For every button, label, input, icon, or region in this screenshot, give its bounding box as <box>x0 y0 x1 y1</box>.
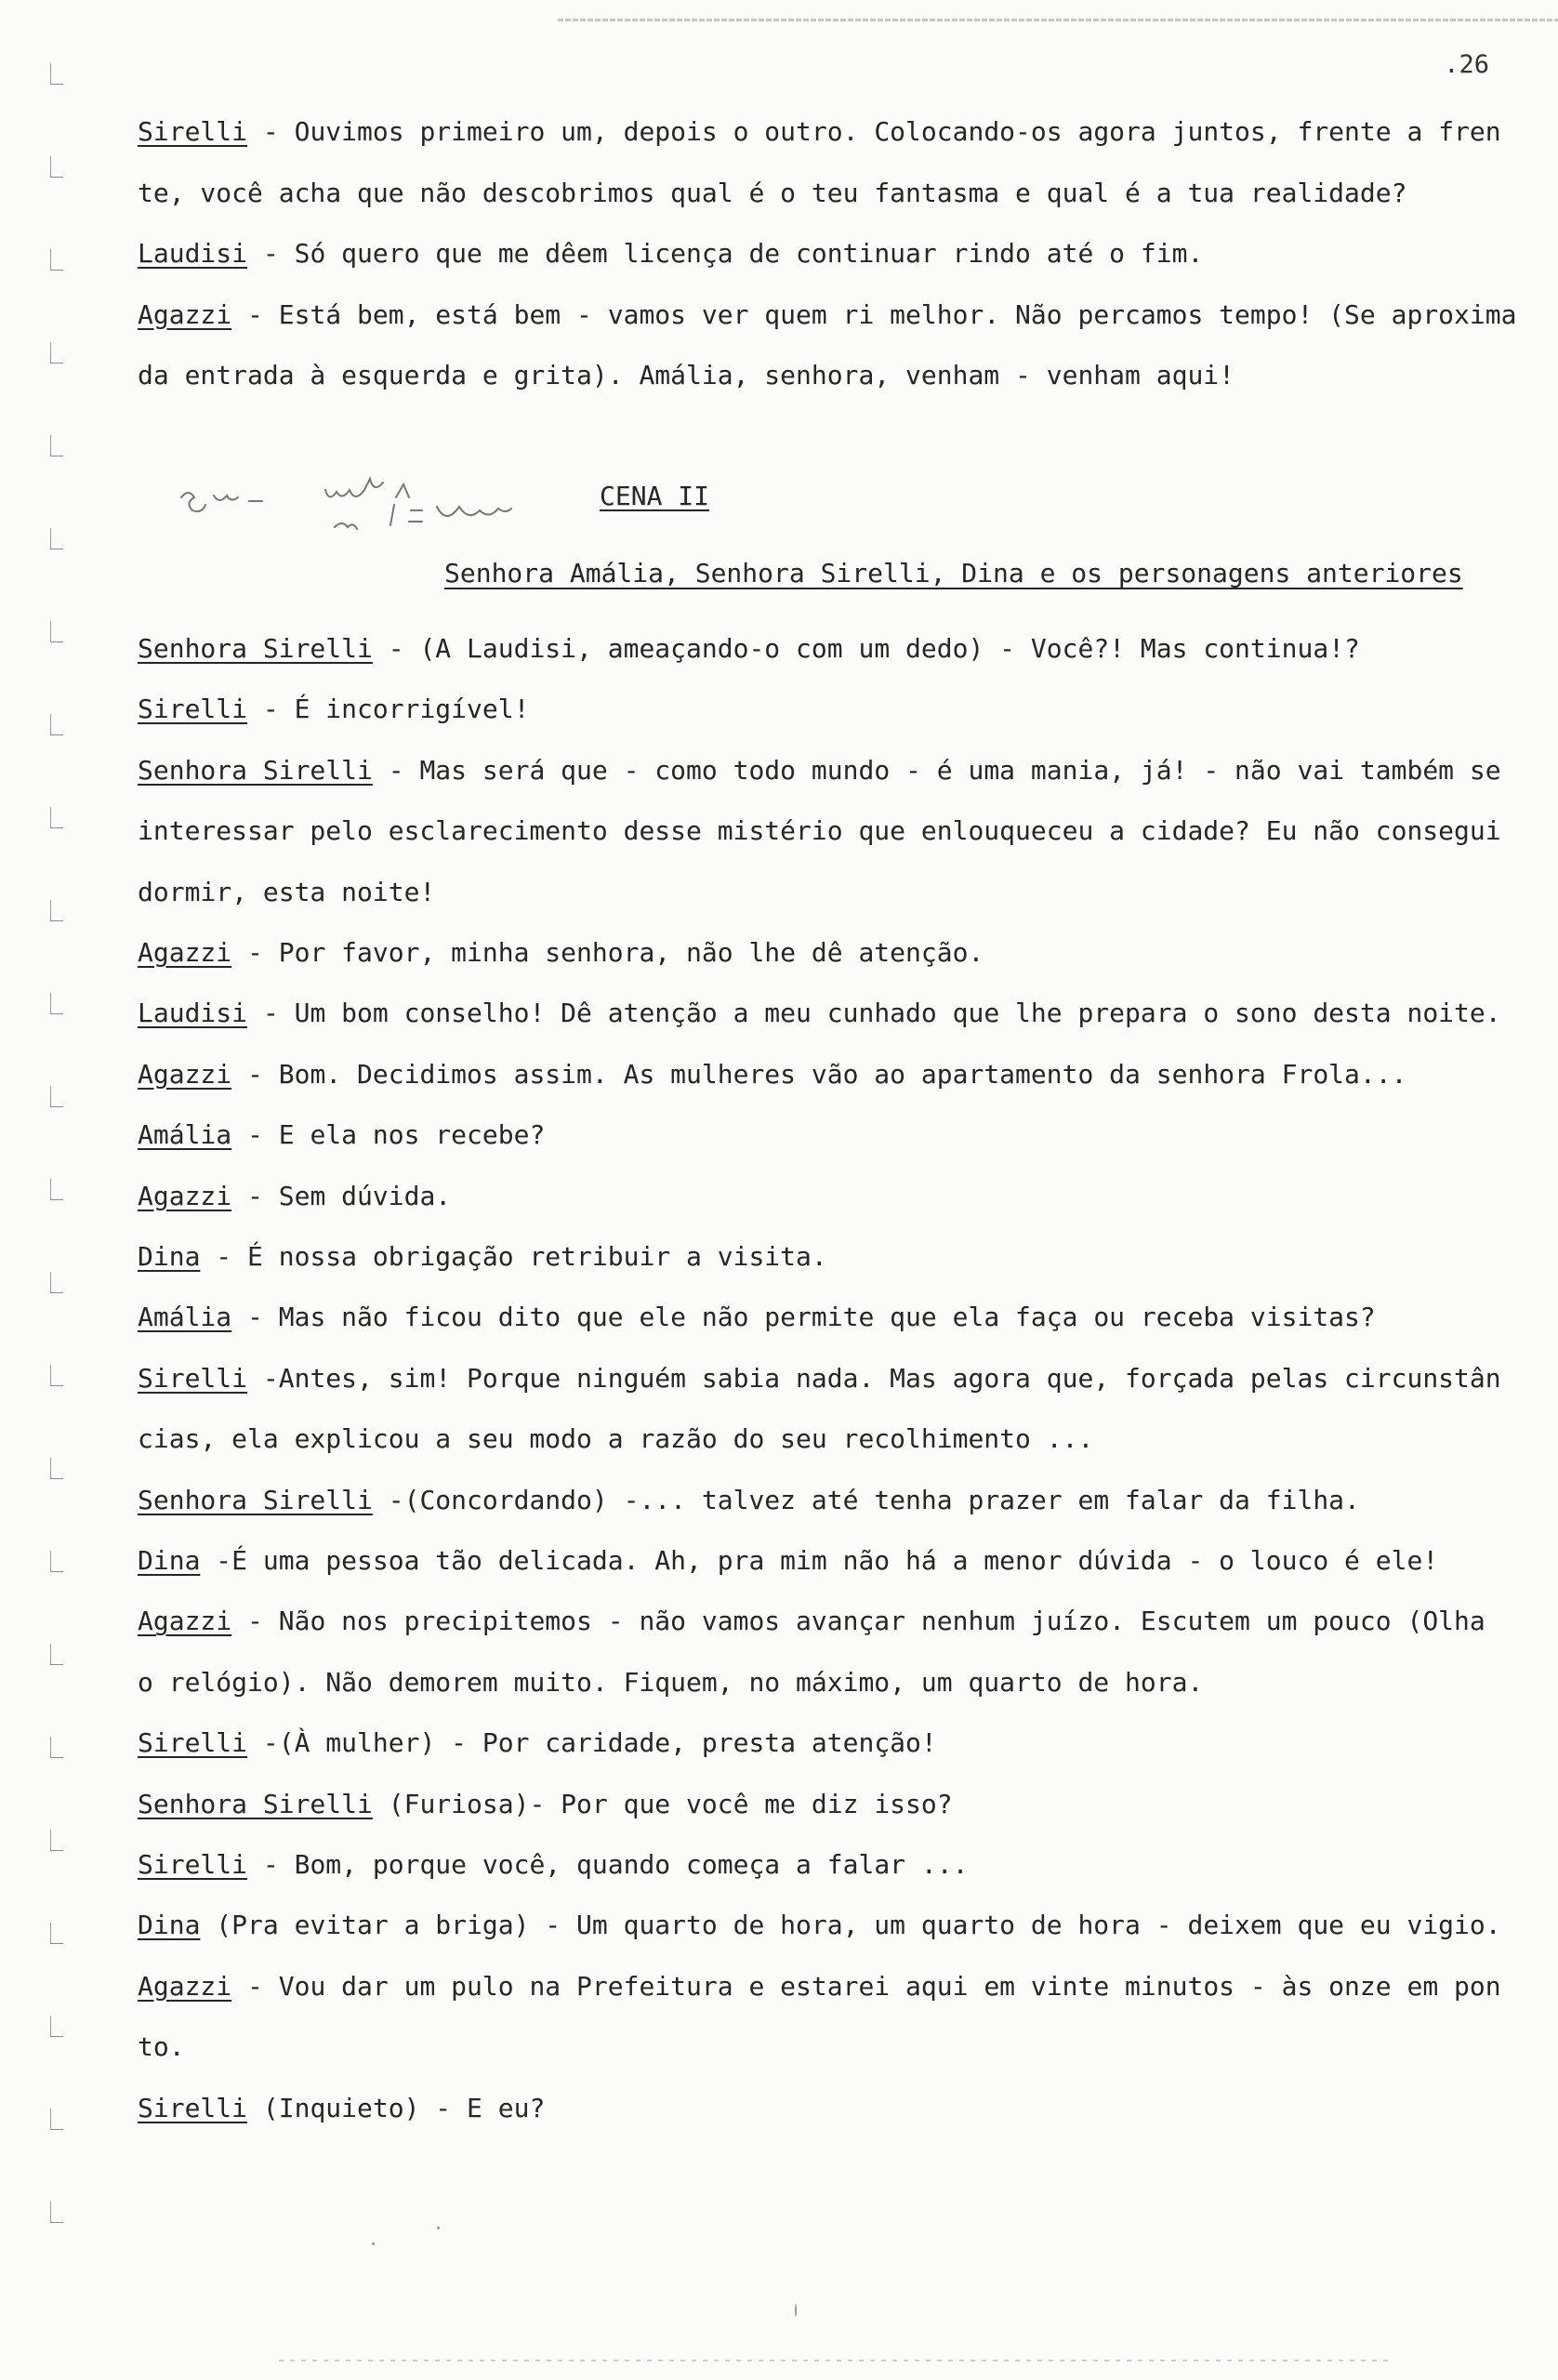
speaker-name: Agazzi <box>138 937 232 968</box>
line-text: - E ela nos recebe? <box>231 1119 546 1151</box>
scan-speck <box>795 2304 797 2317</box>
page-number: .26 <box>1444 50 1489 79</box>
scene-cast: Senhora Amália, Senhora Sirelli, Dina e os personagens anteriores <box>444 558 1463 588</box>
dialogue-line <box>138 876 435 909</box>
left-margin-marks <box>37 28 65 2352</box>
dialogue-line <box>138 936 984 970</box>
margin-tick <box>50 1571 63 1572</box>
margin-tick <box>50 1106 63 1107</box>
line-text: (Furiosa)- Por que você me diz isso? <box>372 1788 953 1819</box>
dialogue-line <box>138 754 1501 787</box>
line-text: cias, ela explicou a seu modo a razão do seu recolhimento ... <box>138 1423 1094 1455</box>
margin-tick <box>50 177 63 178</box>
margin-tick <box>50 2036 63 2037</box>
bottom-scan-edge <box>279 2360 1394 2361</box>
speaker-name: Agazzi <box>138 1606 232 1637</box>
margin-tick <box>50 270 63 271</box>
line-text: -É uma pessoa tão delicada. Ah, pra mim não há a menor dúvida - o louco é ele! <box>200 1545 1439 1576</box>
dialogue-line <box>138 1666 1203 1699</box>
margin-tick <box>50 1199 63 1200</box>
speaker-name: Senhora Sirelli <box>138 1484 373 1515</box>
top-scan-edge <box>558 19 1558 21</box>
line-text: - É nossa obrigação retribuir a visita. <box>200 1241 827 1272</box>
speaker-name: Amália <box>138 1119 232 1151</box>
line-text: - Ouvimos primeiro um, depois o outro. Colocando-os agora juntos, frente a fren <box>247 116 1501 147</box>
dialogue-line <box>138 1788 953 1821</box>
line-text: - Bom. Decidimos assim. As mulheres vão ao apartamento da senhora Frola... <box>231 1058 1407 1090</box>
line-text: -(Concordando) -... talvez até tenha prazer em falar da filha. <box>372 1484 1360 1515</box>
line-text: - Está bem, está bem - vamos ver quem ri melhor. Não percamos tempo! (Se aproxima <box>231 298 1517 330</box>
dialogue-line <box>138 814 1501 848</box>
margin-tick <box>50 1292 63 1293</box>
dialogue-line <box>138 1240 827 1274</box>
margin-tick <box>50 1478 63 1479</box>
line-text: - Só quero que me dêem licença de continuar rindo até o fim. <box>247 238 1204 269</box>
speaker-name: Sirelli <box>138 1849 248 1880</box>
line-text: da entrada à esquerda e grita). Amália, senhora, venham - venham aqui! <box>138 360 1235 390</box>
line-text: - Bom, porque você, quando começa a falar ... <box>247 1849 969 1880</box>
margin-tick <box>50 734 63 735</box>
line-text: (Pra evitar a briga) - Um quarto de hora, um quarto de hora - deixem que eu vigio. <box>200 1910 1501 1941</box>
line-text: - Mas não ficou dito que ele não permite que ela faça ou receba visitas? <box>231 1302 1376 1333</box>
margin-tick <box>50 1850 63 1851</box>
line-text: te, você acha que não descobrimos qual é o teu fantasma e qual é a tua realidade? <box>138 177 1407 208</box>
speaker-name: Sirelli <box>138 2092 248 2123</box>
speaker-name: Senhora Sirelli <box>138 633 373 664</box>
dialogue-line <box>138 1484 1360 1517</box>
line-text: to. <box>138 2031 185 2063</box>
line-text: - Vou dar um pulo na Prefeitura e estarei aqui em vinte minutos - às onze em pon <box>231 1970 1501 2002</box>
dialogue-line <box>138 2030 185 2064</box>
dialogue-line <box>138 1909 1501 1942</box>
speaker-name: Senhora Sirelli <box>138 1788 373 1819</box>
margin-tick <box>50 1664 63 1665</box>
margin-tick <box>50 2129 63 2130</box>
margin-tick <box>50 827 63 828</box>
speaker-name: Dina <box>138 1910 201 1941</box>
scan-speck <box>437 2227 440 2229</box>
margin-tick <box>50 1757 63 1758</box>
dialogue-line <box>138 1301 1376 1334</box>
margin-tick <box>50 363 63 364</box>
line-text: -Antes, sim! Porque ninguém sabia nada. Mas agora que, forçada pelas circunstân <box>247 1362 1501 1394</box>
speaker-name: Agazzi <box>138 298 232 330</box>
dialogue-line <box>138 1118 545 1152</box>
speaker-name: Laudisi <box>138 238 248 269</box>
speaker-name: Senhora Sirelli <box>138 754 373 786</box>
line-text: o relógio). Não demorem muito. Fiquem, no máximo, um quarto de hora. <box>138 1666 1204 1698</box>
margin-tick <box>50 1385 63 1386</box>
speaker-name: Sirelli <box>138 1727 248 1759</box>
dialogue-line <box>138 115 1501 149</box>
scene-title: CENA II <box>600 481 710 511</box>
line-text: (Inquieto) - E eu? <box>247 2092 546 2123</box>
dialogue-line <box>138 1544 1438 1578</box>
margin-tick <box>50 1943 63 1944</box>
dialogue-line <box>138 237 1203 271</box>
speaker-name: Sirelli <box>138 116 248 147</box>
dialogue-line <box>138 632 1360 666</box>
dialogue-line <box>138 298 1516 332</box>
dialogue-line <box>138 2092 545 2125</box>
line-text: - Mas será que - como todo mundo - é uma mania, já! - não vai também se <box>372 754 1501 786</box>
margin-tick <box>50 920 63 921</box>
dialogue-line <box>138 1605 1485 1638</box>
dialogue-line <box>138 1970 1501 2003</box>
handwritten-note <box>177 469 539 553</box>
line-text: - Sem dúvida. <box>231 1180 452 1211</box>
speaker-name: Sirelli <box>138 1362 248 1394</box>
scan-speck <box>372 2242 375 2245</box>
dialogue-line <box>138 1422 1093 1456</box>
dialogue-line <box>138 1726 937 1760</box>
speaker-name: Sirelli <box>138 694 248 725</box>
line-text: - Por favor, minha senhora, não lhe dê atenção. <box>231 937 984 968</box>
speaker-name: Agazzi <box>138 1180 232 1211</box>
margin-tick <box>50 2222 63 2223</box>
dialogue-line <box>138 177 1406 210</box>
speaker-name: Agazzi <box>138 1970 232 2002</box>
dialogue-line <box>138 1362 1501 1395</box>
dialogue-line <box>138 997 1501 1030</box>
speaker-name: Dina <box>138 1241 201 1272</box>
speaker-name: Dina <box>138 1545 201 1576</box>
speaker-name: Amália <box>138 1302 232 1333</box>
dialogue-line <box>138 359 1235 392</box>
line-text: - Um bom conselho! Dê atenção a meu cunhado que lhe prepara o sono desta noite. <box>247 998 1501 1029</box>
speaker-name: Laudisi <box>138 998 248 1029</box>
margin-tick <box>50 641 63 642</box>
line-text: interessar pelo esclarecimento desse mistério que enlouqueceu a cidade? Eu não consegui <box>138 815 1501 847</box>
margin-tick <box>50 84 63 85</box>
speaker-name: Agazzi <box>138 1058 232 1090</box>
dialogue-line <box>138 693 529 726</box>
dialogue-line <box>138 1848 968 1882</box>
line-text: - Não nos precipitemos - não vamos avançar nenhum juízo. Escutem um pouco (Olha <box>231 1606 1485 1637</box>
line-text: - É incorrigível! <box>247 694 530 725</box>
margin-tick <box>50 1013 63 1014</box>
dialogue-line <box>138 1180 451 1213</box>
line-text: - (A Laudisi, ameaçando-o com um dedo) - Você?! Mas continua!? <box>372 633 1360 664</box>
line-text: -(À mulher) - Por caridade, presta atenção! <box>247 1727 937 1759</box>
dialogue-line <box>138 1058 1406 1091</box>
line-text: dormir, esta noite! <box>138 876 436 907</box>
